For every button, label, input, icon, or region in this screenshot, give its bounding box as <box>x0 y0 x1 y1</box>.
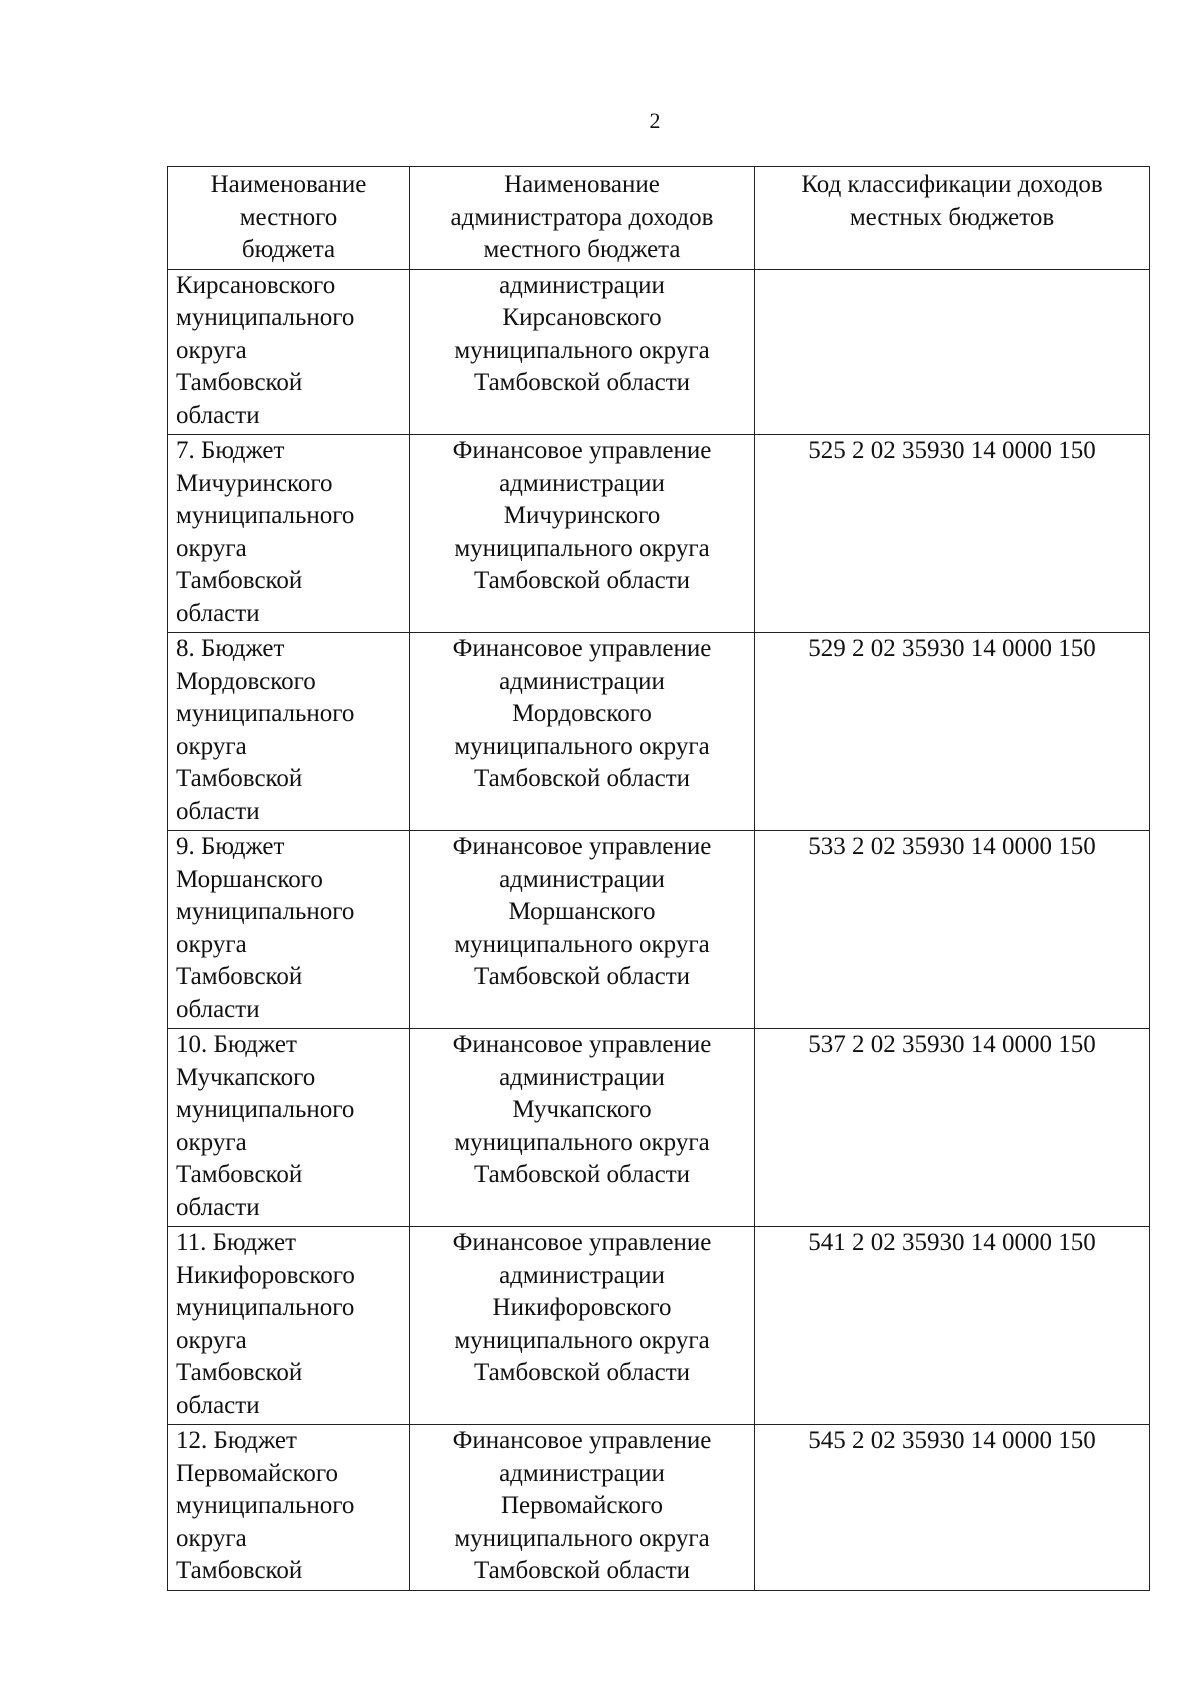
code-cell: 529 2 02 35930 14 0000 150 <box>755 633 1150 831</box>
table-row <box>168 1029 1150 1227</box>
table-row <box>168 1227 1150 1425</box>
table-row <box>168 435 1150 633</box>
budget-cell: 8. Бюджет Мордовского муниципального округа Тамбовской области <box>168 633 410 831</box>
header-local-budget: Наименование местного бюджета <box>168 167 410 270</box>
code-cell: 545 2 02 35930 14 0000 150 <box>755 1425 1150 1591</box>
code-cell: 541 2 02 35930 14 0000 150 <box>755 1227 1150 1425</box>
header-revenue-administrator: Наименование администратора доходов местного бюджета <box>410 167 755 270</box>
administrator-cell: Финансовое управление администрации Мучкапского муниципального округа Тамбовской области <box>410 1029 755 1227</box>
budget-cell: 9. Бюджет Моршанского муниципального округа Тамбовской области <box>168 831 410 1029</box>
administrator-cell: Финансовое управление администрации Мичуринского муниципального округа Тамбовской области <box>410 435 755 633</box>
budget-cell: 7. Бюджет Мичуринского муниципального округа Тамбовской области <box>168 435 410 633</box>
administrator-cell: Финансовое управление администрации Моршанского муниципального округа Тамбовской области <box>410 831 755 1029</box>
code-cell: 533 2 02 35930 14 0000 150 <box>755 831 1150 1029</box>
table-header-row <box>168 167 1150 270</box>
table-row <box>168 269 1150 435</box>
code-cell <box>755 269 1150 435</box>
header-revenue-code: Код классификации доходов местных бюджетов <box>755 167 1150 270</box>
administrator-cell: Финансовое управление администрации Мордовского муниципального округа Тамбовской области <box>410 633 755 831</box>
administrator-cell: Финансовое управление администрации Первомайского муниципального округа Тамбовской области <box>410 1425 755 1591</box>
table-row <box>168 831 1150 1029</box>
table-row <box>168 633 1150 831</box>
table-row <box>168 1425 1150 1591</box>
budget-cell: Кирсановского муниципального округа Тамбовской области <box>168 269 410 435</box>
budget-cell: 12. Бюджет Первомайского муниципального округа Тамбовской <box>168 1425 410 1591</box>
administrator-cell: Финансовое управление администрации Никифоровского муниципального округа Тамбовской области <box>410 1227 755 1425</box>
page-number: 2 <box>649 108 661 133</box>
budget-cell: 10. Бюджет Мучкапского муниципального округа Тамбовской области <box>168 1029 410 1227</box>
code-cell: 525 2 02 35930 14 0000 150 <box>755 435 1150 633</box>
budget-cell: 11. Бюджет Никифоровского муниципального округа Тамбовской области <box>168 1227 410 1425</box>
administrator-cell: администрации Кирсановского муниципального округа Тамбовской области <box>410 269 755 435</box>
revenue-classification-table <box>167 166 1150 1591</box>
code-cell: 537 2 02 35930 14 0000 150 <box>755 1029 1150 1227</box>
